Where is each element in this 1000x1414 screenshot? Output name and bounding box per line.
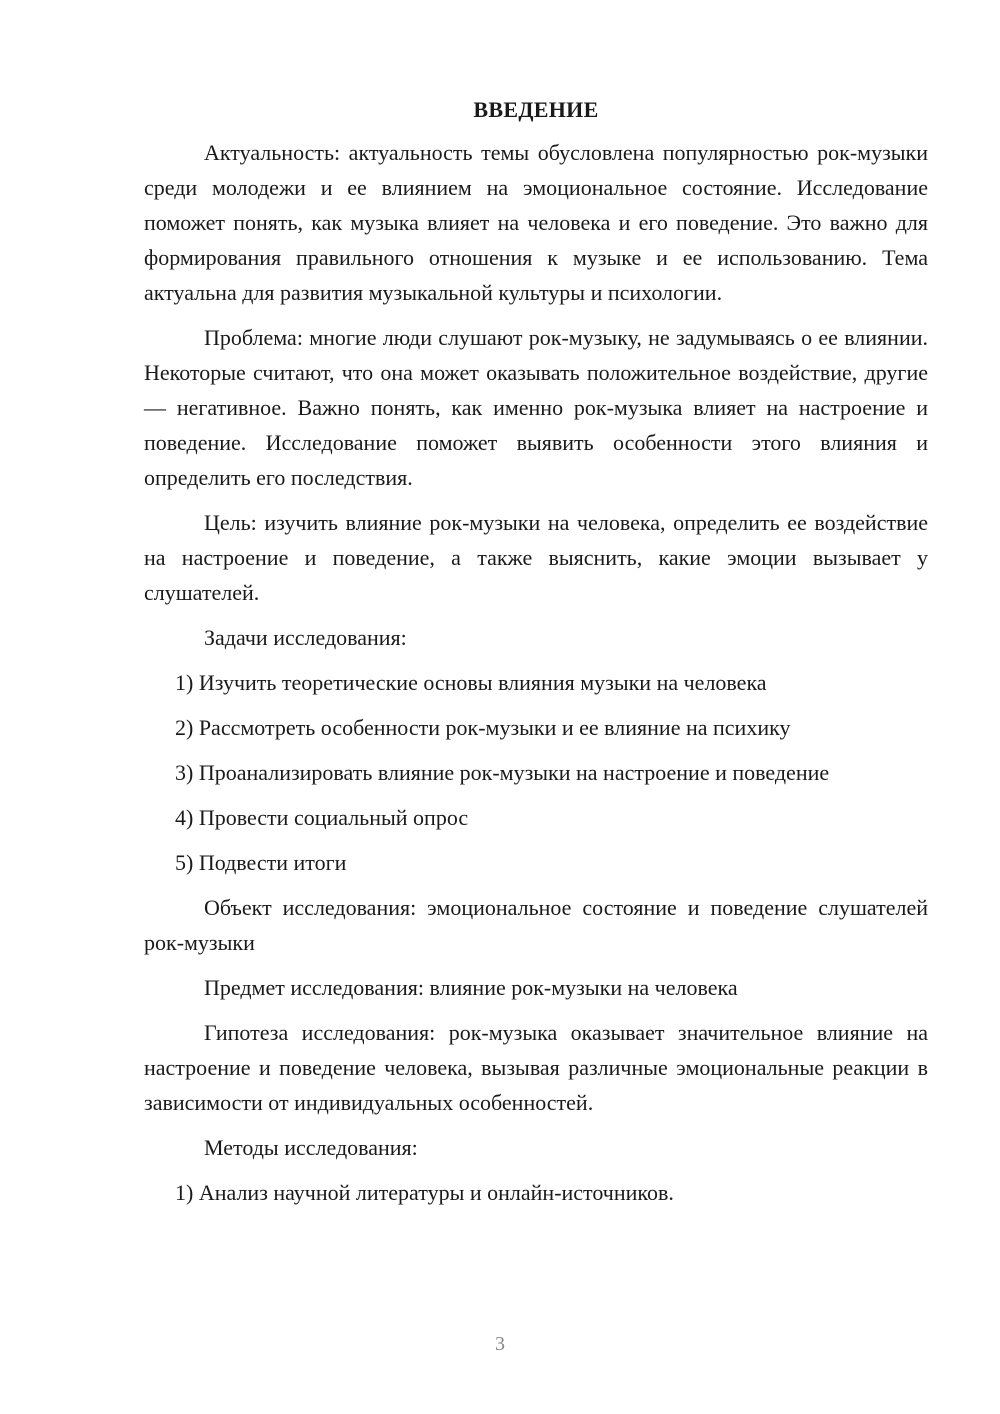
page-number: 3 bbox=[495, 1333, 505, 1355]
methods-heading: Методы исследования: bbox=[204, 1135, 418, 1160]
task-item-5: 5) Подвести итоги bbox=[175, 850, 347, 875]
object-paragraph: Объект исследования: эмоциональное состояние и поведение слушателей рок-музыки bbox=[144, 895, 928, 955]
task-item-2: 2) Рассмотреть особенности рок-музыки и ее влияние на психику bbox=[175, 715, 791, 740]
goal-paragraph: Цель: изучить влияние рок-музыки на человека, определить ее воздействие на настроение и поведение, а также выяснить, какие эмоции вызывает у слушателей. bbox=[144, 510, 928, 605]
method-item-1: 1) Анализ научной литературы и онлайн-источников. bbox=[175, 1180, 674, 1205]
problem-paragraph: Проблема: многие люди слушают рок-музыку, не задумываясь о ее влиянии. Некоторые считают, что она может оказывать положительное воздействие, другие — негативное. Важно понять, как именно рок-музыка влияет на настроение и поведение. Исследование поможет выявить особенности этого влияния и определить его последствия. bbox=[144, 325, 928, 490]
document-page bbox=[144, 92, 928, 1220]
task-item-1: 1) Изучить теоретические основы влияния музыки на человека bbox=[175, 670, 767, 695]
task-item-4: 4) Провести социальный опрос bbox=[175, 805, 469, 830]
relevance-paragraph: Актуальность: актуальность темы обусловлена популярностью рок-музыки среди молодежи и ее влиянием на эмоциональное состояние. Исследование поможет понять, как музыка влияет на человека и его поведение. Это важно для формирования правильного отношения к музыке и ее использованию. Тема актуальна для развития музыкальной культуры и психологии. bbox=[144, 140, 928, 305]
task-item-3: 3) Проанализировать влияние рок-музыки на настроение и поведение bbox=[175, 760, 830, 785]
section-title: ВВЕДЕНИЕ bbox=[473, 97, 599, 122]
subject-paragraph: Предмет исследования: влияние рок-музыки на человека bbox=[204, 975, 738, 1000]
hypothesis-paragraph: Гипотеза исследования: рок-музыка оказывает значительное влияние на настроение и поведение человека, вызывая различные эмоциональные реакции в зависимости от индивидуальных особенностей. bbox=[144, 1020, 928, 1115]
tasks-heading: Задачи исследования: bbox=[204, 625, 407, 650]
